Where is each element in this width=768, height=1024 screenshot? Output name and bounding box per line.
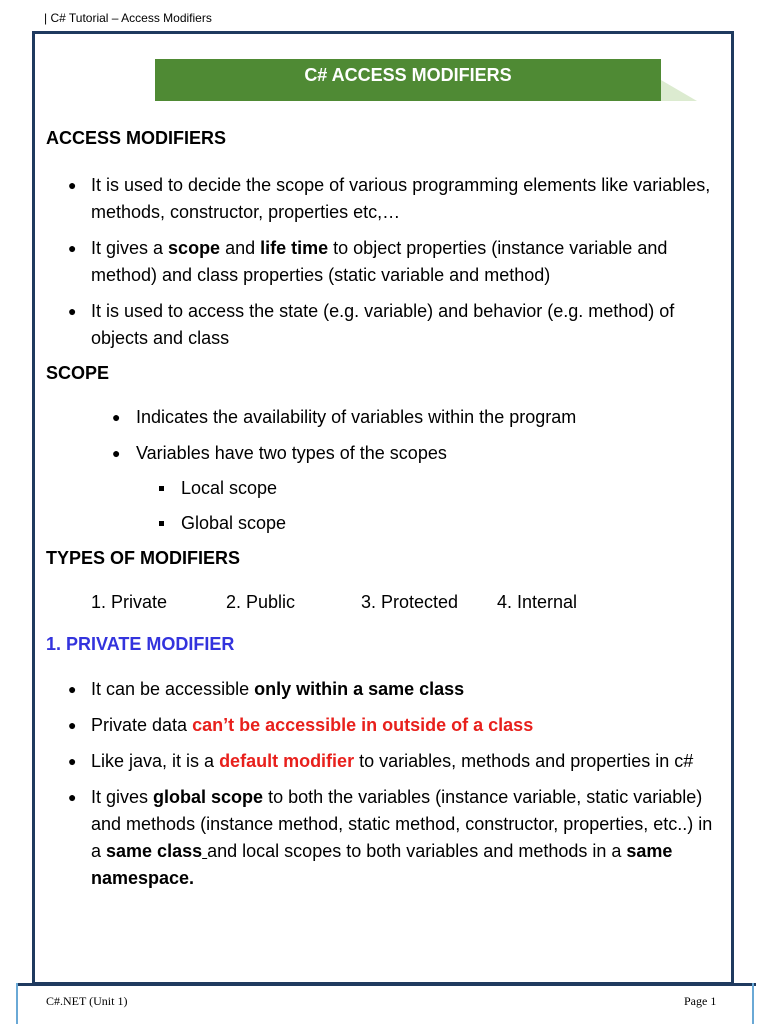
modifier-types-row — [46, 589, 726, 616]
bullet-icon: ● — [68, 681, 77, 697]
list-item — [46, 440, 726, 467]
global-scope-item: Global scope — [181, 513, 287, 533]
private-modifier-heading: 1. PRIVATE MODIFIER — [46, 634, 235, 654]
modifier-public: 2. Public — [226, 592, 296, 612]
square-bullet-icon — [159, 486, 164, 491]
text-run: and local scopes to both variables and methods in a — [207, 841, 627, 861]
footer-page-number: Page 1 — [684, 994, 717, 1008]
text-run: It gives a — [91, 238, 169, 258]
bold-run: same namespace. — [91, 841, 673, 888]
text-run: It gives — [91, 787, 154, 807]
scope-bullets — [46, 404, 726, 467]
list-item — [46, 298, 726, 352]
list-item — [46, 748, 726, 775]
text-run: It can be accessible — [91, 679, 255, 699]
list-item — [46, 784, 726, 892]
local-scope-item: Local scope — [181, 478, 278, 498]
red-emphasis-run: default modifier — [219, 751, 355, 771]
bold-run: scope — [168, 238, 221, 258]
scope-heading: SCOPE — [46, 363, 110, 383]
footer-tick-left — [16, 983, 18, 1024]
bold-run: global scope — [153, 787, 264, 807]
access-bullet-3: It is used to access the state (e.g. variable) and behavior (e.g. method) of objects and class — [91, 301, 675, 348]
types-heading: TYPES OF MODIFIERS — [46, 548, 241, 568]
scope-bullet-1: Indicates the availability of variables within the program — [136, 407, 577, 427]
list-item — [46, 510, 726, 537]
bullet-icon: ● — [68, 753, 77, 769]
list-item — [46, 676, 726, 703]
red-emphasis-run: can’t be accessible in outside of a class — [192, 715, 534, 735]
footer-tick-right — [752, 983, 754, 1024]
bullet-icon: ● — [68, 789, 77, 805]
title-banner: C# ACCESS MODIFIERS — [155, 59, 661, 101]
text-run: and — [220, 238, 261, 258]
list-item — [46, 712, 726, 739]
bullet-icon: ● — [68, 240, 77, 256]
modifier-protected: 3. Protected — [361, 592, 459, 612]
access-bullets — [46, 172, 726, 352]
bullet-icon: ● — [68, 303, 77, 319]
access-modifiers-heading: ACCESS MODIFIERS — [46, 128, 227, 148]
bullet-icon: ● — [68, 717, 77, 733]
text-run: to both the variables (instance variable, static variable) and methods (instance method, static method, constructor, properties, etc..) in a — [91, 787, 713, 861]
title-banner-tail — [661, 80, 697, 101]
footer-course-label: C#.NET (Unit 1) — [46, 994, 128, 1008]
list-item — [46, 404, 726, 431]
bold-run: life time — [260, 238, 329, 258]
list-item — [46, 172, 726, 226]
list-item — [46, 235, 726, 289]
modifier-private: 1. Private — [91, 592, 168, 612]
document-body — [46, 120, 726, 892]
access-bullet-1: It is used to decide the scope of various programming elements like variables, methods, constructor, properties etc,… — [91, 175, 711, 222]
text-run: to variables, methods and properties in c# — [354, 751, 694, 771]
bullet-icon: ● — [112, 445, 121, 461]
list-item — [46, 475, 726, 502]
scope-bullet-2: Variables have two types of the scopes — [136, 443, 447, 463]
modifier-internal: 4. Internal — [497, 592, 578, 612]
private-bullets — [46, 676, 726, 892]
text-run: to object properties (instance variable and method) and class properties (static variable and method) — [91, 238, 668, 285]
bold-run: same class — [106, 841, 203, 861]
text-run: Like java, it is a — [91, 751, 220, 771]
square-bullet-icon — [159, 521, 164, 526]
text-run: Private data — [91, 715, 193, 735]
bullet-icon: ● — [68, 177, 77, 193]
running-header: | C# Tutorial – Access Modifiers — [44, 11, 212, 25]
footer-rule — [16, 983, 756, 986]
bullet-icon: ● — [112, 409, 121, 425]
bold-run: only within a same class — [254, 679, 465, 699]
scope-sub-bullets — [46, 475, 726, 537]
